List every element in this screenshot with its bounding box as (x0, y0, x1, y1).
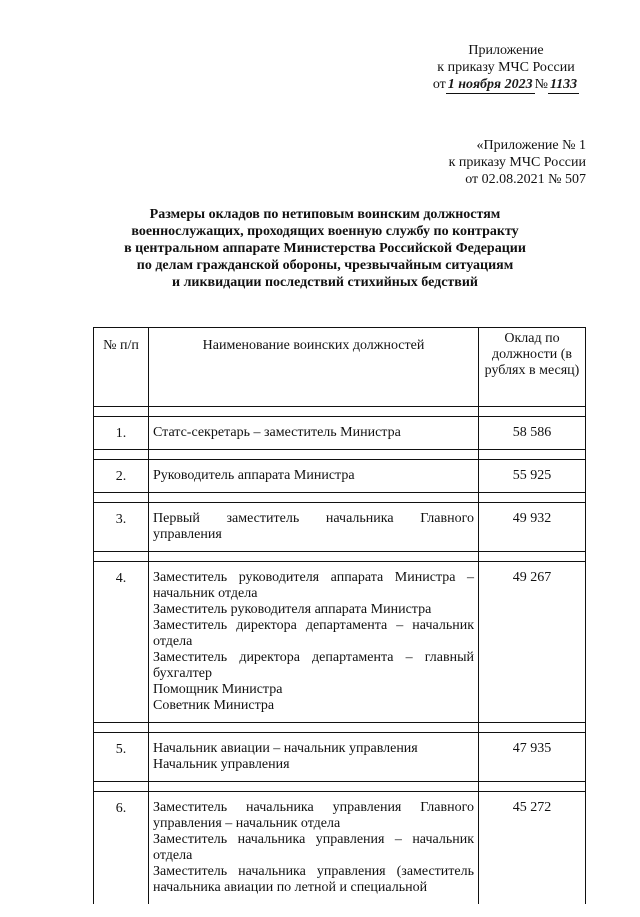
title-line: Размеры окладов по нетиповым воинским должностям (149, 207, 501, 222)
position-names (149, 417, 479, 450)
position-name: Заместитель директора департамента – главный бухгалтер (153, 650, 474, 681)
title-line: военнослужащих, проходящих военную службу по контракту (131, 224, 519, 239)
position-name: Руководитель аппарата Министра (153, 468, 355, 483)
document-title (80, 206, 570, 291)
number-prefix: № (534, 77, 548, 92)
appendix-previous-header (416, 137, 586, 188)
position-name: Статс-секретарь – заместитель Министра (153, 425, 401, 440)
table-row (94, 460, 586, 493)
position-name: Первый заместитель начальника Главного управления (153, 511, 474, 542)
appendix-previous-label: «Приложение № 1 (476, 138, 586, 153)
salary-table (93, 327, 586, 904)
position-name: Заместитель руководителя аппарата Министра – начальник отдела (153, 570, 474, 601)
position-name: Заместитель начальника управления Главного управления – начальник отдела (153, 800, 474, 831)
salary-value: 47 935 (479, 733, 586, 782)
title-line: и ликвидации последствий стихийных бедствий (172, 275, 478, 290)
header-salary: Оклад по должности (в рублях в месяц) (479, 328, 586, 407)
position-name: Начальник авиации – начальник управления (153, 741, 418, 756)
position-names (149, 460, 479, 493)
table-row (94, 792, 586, 905)
handwritten-date: 1 ноября 2023 (447, 77, 533, 92)
row-number: 3. (94, 503, 149, 552)
position-name: Начальник управления (153, 757, 290, 772)
row-number: 2. (94, 460, 149, 493)
table-row (94, 562, 586, 723)
appendix-previous-order: к приказу МЧС России (448, 155, 586, 170)
title-line: в центральном аппарате Министерства Российской Федерации (124, 241, 526, 256)
row-number: 6. (94, 792, 149, 905)
header-position: Наименование воинских должностей (149, 328, 479, 407)
position-name: Заместитель директора департамента – начальник отдела (153, 618, 474, 649)
row-number: 5. (94, 733, 149, 782)
appendix-current-header (426, 42, 586, 94)
table-header-row (94, 328, 586, 407)
table-row (94, 503, 586, 552)
table-body (94, 417, 586, 905)
position-name: Заместитель руководителя аппарата Министра (153, 602, 432, 617)
position-name: Заместитель начальника управления – начальник отдела (153, 832, 474, 863)
row-number: 1. (94, 417, 149, 450)
position-names (149, 792, 479, 905)
appendix-label: Приложение (468, 43, 544, 58)
order-reference: к приказу МЧС России (437, 60, 575, 75)
table-row (94, 733, 586, 782)
position-names (149, 562, 479, 723)
handwritten-number: 1133 (549, 77, 578, 92)
date-prefix: от (432, 77, 446, 92)
appendix-previous-date: от 02.08.2021 № 507 (465, 172, 586, 187)
position-name: Советник Министра (153, 698, 275, 713)
salary-value: 45 272 (479, 792, 586, 905)
row-number: 4. (94, 562, 149, 723)
salary-value: 55 925 (479, 460, 586, 493)
table-row (94, 417, 586, 450)
order-date-line (426, 76, 586, 94)
header-number: № п/п (94, 328, 149, 407)
title-line: по делам гражданской обороны, чрезвычайным ситуациям (136, 258, 514, 273)
position-names (149, 503, 479, 552)
position-names (149, 733, 479, 782)
position-name: Помощник Министра (153, 682, 283, 697)
salary-value: 49 932 (479, 503, 586, 552)
salary-value: 49 267 (479, 562, 586, 723)
position-name: Заместитель начальника управления (заместитель начальника авиации по летной и специальной (153, 864, 474, 895)
salary-value: 58 586 (479, 417, 586, 450)
